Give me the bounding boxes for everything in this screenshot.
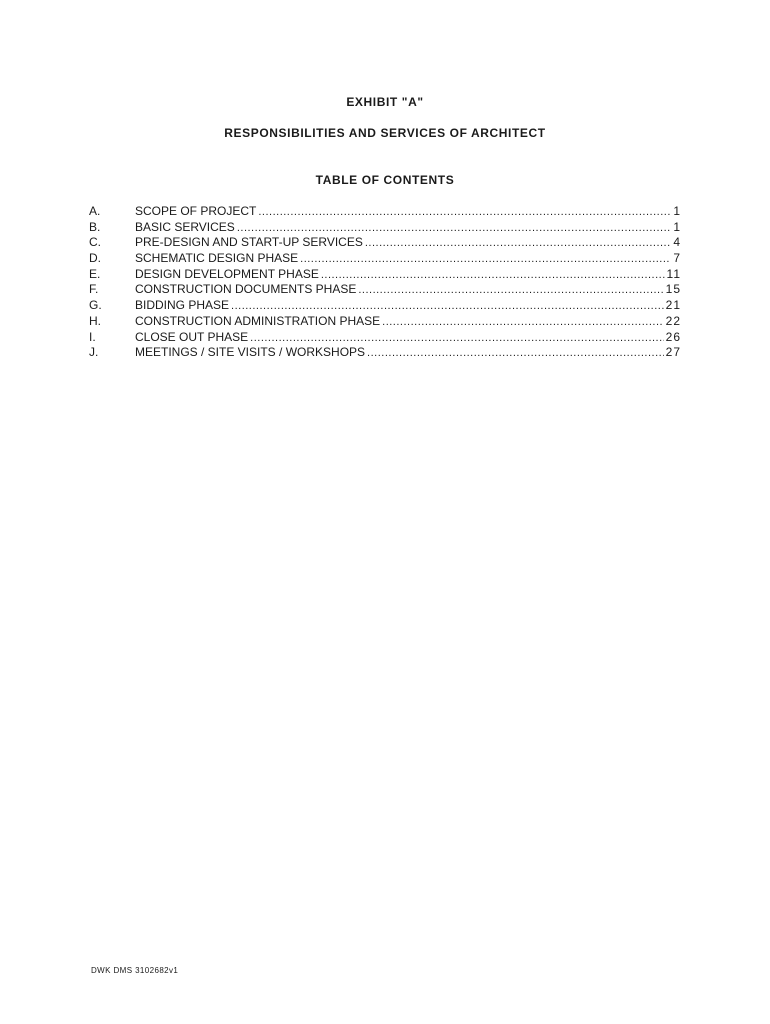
toc-letter: B. [89, 219, 101, 234]
toc-title: BASIC SERVICES [135, 219, 235, 234]
toc-entry-i [89, 330, 681, 346]
document-subtitle: RESPONSIBILITIES AND SERVICES OF ARCHITECT [224, 126, 546, 140]
toc-letter: G. [89, 298, 102, 313]
toc-letter: F. [89, 282, 99, 297]
toc-title: DESIGN DEVELOPMENT PHASE [135, 266, 319, 281]
toc-letter: C. [89, 235, 101, 250]
toc-entry-a [89, 204, 681, 220]
document-footer-id: DWK DMS 3102682v1 [91, 966, 179, 975]
toc-title: SCHEMATIC DESIGN PHASE [135, 251, 299, 266]
toc-letter: A. [89, 204, 101, 218]
toc-title: CONSTRUCTION DOCUMENTS PHASE [135, 282, 357, 297]
toc-letter: E. [89, 266, 101, 281]
toc-entry-f [89, 282, 681, 298]
toc-entry-j [89, 345, 681, 361]
toc-dot-leader [258, 205, 671, 221]
toc-dot-leader [231, 299, 664, 315]
toc-page-number: 4 [673, 235, 681, 250]
toc-page-number: 11 [666, 266, 681, 281]
toc-title: CONSTRUCTION ADMINISTRATION PHASE [135, 313, 381, 328]
toc-heading: TABLE OF CONTENTS [315, 173, 455, 187]
toc-dot-leader [300, 252, 671, 268]
toc-dot-leader [321, 268, 665, 284]
toc-page-number: 21 [665, 298, 681, 313]
toc-entry-d [89, 251, 681, 267]
toc-dot-leader [367, 346, 664, 362]
toc-letter: H. [89, 313, 101, 328]
toc-page-number: 27 [665, 345, 681, 360]
toc-letter: I. [89, 329, 96, 344]
table-of-contents [89, 204, 681, 361]
toc-dot-leader [382, 315, 664, 331]
toc-page-number: 15 [665, 282, 681, 297]
toc-entry-g [89, 298, 681, 314]
toc-letter: J. [89, 345, 99, 360]
toc-page-number: 22 [665, 313, 681, 328]
toc-entry-e [89, 267, 681, 283]
toc-page-number: 1 [673, 219, 681, 234]
toc-dot-leader [365, 236, 671, 252]
toc-title: SCOPE OF PROJECT [135, 204, 257, 218]
toc-entry-b [89, 220, 681, 236]
toc-page-number: 26 [665, 329, 681, 344]
toc-title: CLOSE OUT PHASE [135, 329, 249, 344]
toc-title: BIDDING PHASE [135, 298, 230, 313]
toc-entry-h [89, 314, 681, 330]
toc-page-number: 7 [673, 251, 681, 266]
toc-dot-leader [237, 221, 671, 237]
toc-title: PRE-DESIGN AND START-UP SERVICES [135, 235, 363, 250]
toc-dot-leader [250, 331, 663, 347]
toc-dot-leader [358, 283, 663, 299]
toc-page-number: 1 [673, 204, 681, 218]
exhibit-title: EXHIBIT "A" [346, 95, 424, 109]
toc-letter: D. [89, 251, 101, 266]
toc-title: MEETINGS / SITE VISITS / WORKSHOPS [135, 345, 366, 360]
toc-entry-c [89, 235, 681, 251]
